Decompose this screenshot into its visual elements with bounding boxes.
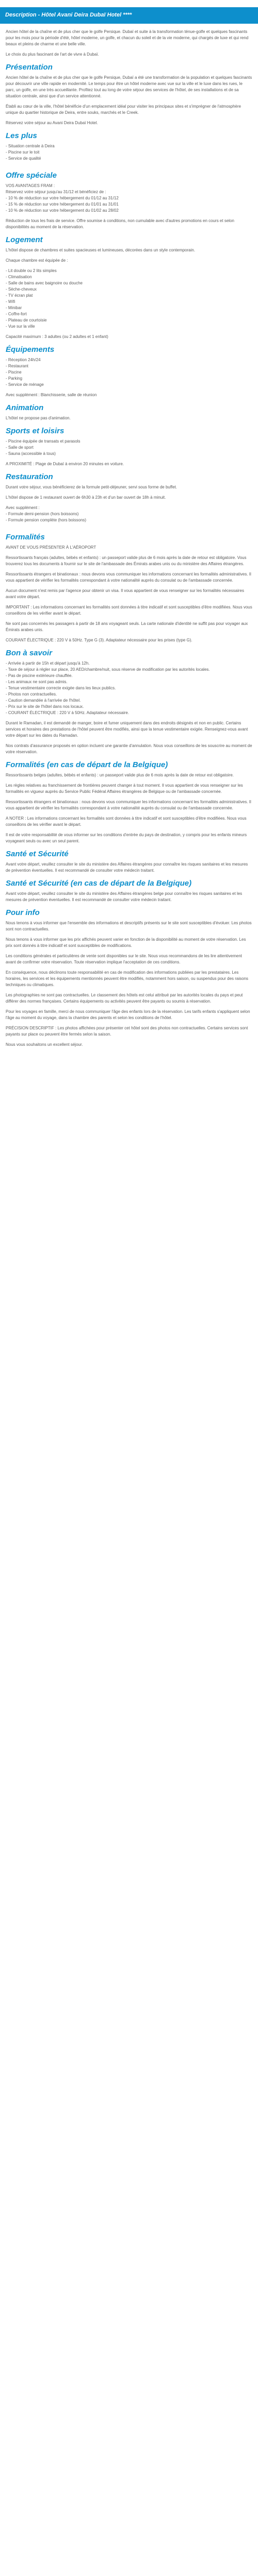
list-item: - Formule demi-pension (hors boissons) xyxy=(6,511,79,516)
section-paragraph: Les règles relatives au franchissement de frontières peuvent changer à tout moment. Il vous appartient de vous renseigner sur les formalités en vigueur auprès du Service Public Fédéral Affaires étrangères de Belgique ou de l'ambassade concernée. xyxy=(6,783,243,794)
section-title: Logement xyxy=(6,235,43,244)
section-list xyxy=(6,438,252,457)
section-paragraph: Ancien hôtel de la chaîne et de plus cher que le golfe Persique, Dubaï a été une transformation de la population et quelques fascinants pour découvrir une ville rapide en modernité. Le temps pour être un hôtel moderne avec vue sur la ville et le luxe dans les rues, le parc, un golfe, en une très accueillante. Profitez tout au long de votre séjour des services de l'hôtel, de ses installations et de sa situation centrale, ainsi que d'un service attentionné. xyxy=(6,75,252,98)
list-item: - Plateau de courtoisie xyxy=(6,317,47,323)
section-paragraph: IMPORTANT : Les informations concernant les formalités sont données à titre indicatif et sont susceptibles d'être modifiées. Nous vous conseillons de les vérifier avant le départ. xyxy=(6,604,252,616)
section-title: Pour info xyxy=(6,908,40,917)
section xyxy=(6,131,252,166)
section xyxy=(6,427,252,467)
list-item: - Wifi xyxy=(6,299,15,304)
section-paragraph: Ressortissants étrangers et binationaux : nous devons vous communiquer les informations concernant les formalités administratives. Il vous appartient de vérifier les formalités correspondant à votre nationalité auprès du consulat ou de l'ambassade concernée. xyxy=(6,571,251,583)
list-item: - Climatisation xyxy=(6,274,32,279)
section-title: Offre spéciale xyxy=(6,171,57,180)
section xyxy=(6,63,252,126)
list-item: - Parking xyxy=(6,376,23,381)
section-paragraph: AVANT DE VOUS PRÉSENTER À L'AÉROPORT xyxy=(6,545,96,550)
section-paragraph: Réservez votre séjour au Avani Deira Dubaï Hotel. xyxy=(6,120,98,125)
section-paragraph: Avant votre départ, veuillez consulter le site du ministère des Affaires étrangères belge pour connaître les risques sanitaires et les mesures de prévention éventuelles. Il est recommandé de consulter votre médecin traitant. xyxy=(6,891,243,902)
section-paragraph: Nos contrats d'assurance proposés en option incluent une garantie d'annulation. Nous vous conseillons de les souscrire au moment de votre réservation. xyxy=(6,743,252,754)
section-paragraph: Nous tenons à vous informer que les prix affichés peuvent varier en fonction de la disponibilité au moment de votre réservation. Les prix sont donnés à titre indicatif et sont susceptibles de modifications. xyxy=(6,937,246,948)
section-paragraph: Il est de votre responsabilité de vous informer sur les conditions d'entrée du pays de destination, y compris pour les enfants mineurs voyageant seuls ou avec un seul parent. xyxy=(6,832,247,843)
section-paragraph: Chaque chambre est équipée de : xyxy=(6,258,68,263)
list-item: - Piscine xyxy=(6,369,22,375)
section-paragraph: PRÉCISION DESCRIPTIF : Les photos affichées pour présenter cet hôtel sont des photos non contractuelles. Certains services sont payants sur place ou peuvent être fermés selon la saison. xyxy=(6,1025,248,1037)
section xyxy=(6,171,252,230)
list-item: - Photos non contractuelles. xyxy=(6,691,57,697)
section-list xyxy=(6,505,252,523)
section-paragraph: L'hôtel dispose de chambres et suites spacieuses et lumineuses, décorées dans un style contemporain. xyxy=(6,247,196,252)
section xyxy=(6,649,252,755)
section-list xyxy=(6,268,252,330)
section-paragraph: Ressortissants belges (adultes, bébés et enfants) : un passeport valide plus de 6 mois après la date de retour est obligatoire. xyxy=(6,772,234,777)
section-paragraph: Les conditions générales et particulières de vente sont disponibles sur le site. Nous vous recommandons de les lire attentivement avant de confirmer votre réservation. Toute réservation implique l'acceptation de ces conditions. xyxy=(6,953,243,964)
list-item: Avec supplément : xyxy=(6,505,40,510)
section-title: Formalités xyxy=(6,532,45,541)
section-footer: Capacité maximum : 3 adultes (ou 2 adultes et 1 enfant) xyxy=(6,334,108,339)
section-paragraph: Les photographies ne sont pas contractuelles. Le classement des hôtels est celui attribué par les autorités locales du pays et peut différer des normes françaises. Certains équipements ou activités peuvent être payants ou soumis à réservation. xyxy=(6,992,243,1004)
section xyxy=(6,345,252,398)
page xyxy=(0,0,258,1052)
section-paragraph: Nous tenons à vous informer que l'ensemble des informations et descriptifs présents sur le site sont susceptibles d'évoluer. Les photos sont non contractuelles. xyxy=(6,920,252,931)
hotel-banner: Description - Hôtel Avani Deira Dubaï Hotel **** xyxy=(0,7,258,24)
description-content xyxy=(0,29,258,1048)
section-title: Santé et Sécurité xyxy=(6,849,69,858)
list-item: - Sèche-cheveux xyxy=(6,286,37,292)
section xyxy=(6,533,252,643)
section-paragraph: A NOTER : Les informations concernant les formalités sont données à titre indicatif et sont susceptibles d'être modifiées. Nous vous conseillons de les vérifier avant le départ. xyxy=(6,816,247,827)
list-item: - Piscine sur le toit xyxy=(6,149,40,155)
section-list xyxy=(6,660,252,716)
list-item: - 10 % de réduction sur votre hébergement du 01/12 au 31/12 xyxy=(6,195,119,200)
list-item: - Taxe de séjour à régler sur place, 20 AED/chambre/nuit, sous réserve de modification par les autorités locales. xyxy=(6,667,210,672)
list-item: VOS AVANTAGES FRAM : xyxy=(6,183,55,188)
list-item: - Piscine équipée de transats et parasols xyxy=(6,438,80,444)
list-item: - Prix sur le site de l'hôtel dans nos locaux. xyxy=(6,704,84,709)
section-list xyxy=(6,357,252,388)
section-paragraph: En conséquence, nous déclinons toute responsabilité en cas de modification des informations publiées par les prestataires. Les horaires, les services et les équipements mentionnés peuvent être modifiés, notamment hors saison, ou suspendus pour des raisons techniques ou climatiques. xyxy=(6,970,249,987)
section xyxy=(6,879,252,903)
section xyxy=(6,850,252,874)
list-item: - Pas de piscine extérieure chauffée. xyxy=(6,673,73,678)
section-paragraph: Ressortissants français (adultes, bébés et enfants) : un passeport valide plus de 6 mois après la date de retour est obligatoire. Vous trouverez tous les documents à fournir sur le site de l'ambassade des Émirats arabes unis ou du ministère des Affaires étrangères. xyxy=(6,555,247,566)
section-paragraph: Avant votre départ, veuillez consulter le site du ministère des Affaires étrangères pour connaître les risques sanitaires et les mesures de prévention éventuelles. Il est recommandé de consulter votre médecin traitant. xyxy=(6,861,248,873)
section-footer: Nous vous souhaitons un excellent séjour. xyxy=(6,1042,83,1047)
list-item: - Salle de sport xyxy=(6,445,34,450)
section-paragraph: L'hôtel dispose de 1 restaurant ouvert de 6h30 à 23h et d'un bar ouvert de 18h à minuit. xyxy=(6,495,166,500)
list-item: Réservez votre séjour jusqu'au 31/12 et bénéficiez de : xyxy=(6,189,106,194)
section-paragraph: Réduction de tous les frais de service. Offre soumise à conditions, non cumulable avec d'autres promotions en cours et selon disponibilités au moment de la réservation. xyxy=(6,218,234,229)
section-paragraph: Ne sont pas concernés les passagers à partir de 18 ans voyageant seuls. La carte nationale d'identité ne suffit pas pour voyager aux Émirats arabes unis. xyxy=(6,621,248,632)
section-paragraph: Aucun document n'est remis par l'agence pour obtenir un visa. Il vous appartient de vous renseigner sur les formalités nécessaires avant votre départ. xyxy=(6,588,244,599)
section xyxy=(6,760,252,844)
section-paragraph: Ressortissants étrangers et binationaux : nous devons vous communiquer les informations concernant les formalités administratives. Il vous appartient de vérifier les formalités correspondant à votre nationalité auprès du consulat ou de l'ambassade concernée. xyxy=(6,799,251,810)
section-title: Animation xyxy=(6,403,44,412)
list-item: - Salle de bains avec baignoire ou douche xyxy=(6,280,83,285)
section-title: Formalités (en cas de départ de la Belgique) xyxy=(6,760,168,769)
list-item: - Formule pension complète (hors boissons) xyxy=(6,517,87,522)
section-title: Présentation xyxy=(6,62,53,72)
list-item: - Sauna (accessible à tous) xyxy=(6,451,56,456)
section xyxy=(6,403,252,421)
list-item: - COURANT ÉLECTRIQUE : 220 V à 50Hz. Adaptateur nécessaire. xyxy=(6,710,130,715)
list-item: - TV écran plat xyxy=(6,293,33,298)
list-item: - 15 % de réduction sur votre hébergement du 01/01 au 31/01 xyxy=(6,201,119,207)
section-paragraph: COURANT ÉLECTRIQUE : 220 V à 50Hz. Type G (3). Adaptateur nécessaire pour les prises (type G). xyxy=(6,637,192,642)
list-item: - Vue sur la ville xyxy=(6,324,35,329)
list-item: - Service de ménage xyxy=(6,382,44,387)
list-item: - Arrivée à partir de 15h et départ jusqu'à 12h. xyxy=(6,660,90,666)
list-item: - Tenue vestimentaire correcte exigée dans les lieux publics. xyxy=(6,685,116,690)
list-item: - Coffre-fort xyxy=(6,311,27,316)
section-paragraph: Pour les voyages en famille, merci de nous communiquer l'âge des enfants lors de la réservation. Les tarifs enfants s'appliquent selon l'âge au moment du voyage, dans la chambre des parents et selon les conditions de l'hôtel. xyxy=(6,1009,250,1020)
section-list xyxy=(6,183,252,214)
section-paragraph: Durant votre séjour, vous bénéficierez de la formule petit-déjeuner, servi sous forme de buffet. xyxy=(6,484,178,489)
list-item: - Situation centrale à Deira xyxy=(6,143,55,148)
section xyxy=(6,235,252,340)
section-paragraph: Établi au cœur de la ville, l'hôtel bénéficie d'un emplacement idéal pour visiter les principaux sites et s'imprégner de l'atmosphère unique du quartier historique de Deira, entre souks, marchés et le Creek. xyxy=(6,104,241,115)
list-item: - Restaurant xyxy=(6,363,29,368)
list-item: - 10 % de réduction sur votre hébergement du 01/02 au 28/02 xyxy=(6,208,119,213)
section xyxy=(6,472,252,528)
section-footer: A PROXIMITÉ : Plage de Dubaï à environ 20 minutes en voiture. xyxy=(6,461,124,466)
section-paragraph: Le choix du plus fascinant de l'art de vivre à Dubaï. xyxy=(6,52,99,57)
list-item: - Minibar xyxy=(6,305,22,310)
section-title: Équipements xyxy=(6,345,55,354)
section-footer: Avec supplément : Blanchisserie, salle de réunion xyxy=(6,392,97,397)
section-title: Restauration xyxy=(6,472,53,481)
section-paragraph: Ancien hôtel de la chaîne et de plus cher que le golfe Persique. Dubaï et suite à la transformation ténue-golfe et quelques fascinants pour les mois pour la période d'été, hôtel moderne, un golfe, et chacun du soleil et de la vie moderne, qui chargés de luxe et qui rend beaux et pleins de charme et une belle ville. xyxy=(6,29,249,46)
section xyxy=(6,29,252,58)
list-item: - Lit double ou 2 lits simples xyxy=(6,268,57,273)
list-item: - Caution demandée à l'arrivée de l'hôtel. xyxy=(6,698,81,703)
section-title: Santé et Sécurité (en cas de départ de la Belgique) xyxy=(6,878,192,888)
section-list xyxy=(6,143,252,162)
section xyxy=(6,908,252,1048)
section-title: Les plus xyxy=(6,131,37,140)
section-paragraph: L'hôtel ne propose pas d'animation. xyxy=(6,415,71,420)
list-item: - Service de qualité xyxy=(6,156,41,161)
section-title: Sports et loisirs xyxy=(6,426,64,435)
section-paragraph: Durant le Ramadan, il est demandé de manger, boire et fumer uniquement dans des endroits désignés et non en public. Certains services et horaires des prestations de l'hôtel peuvent être modifiés, ainsi que la tenue vestimentaire exigée. Renseignez-vous avant votre départ sur les dates du Ramadan. xyxy=(6,720,248,738)
list-item: - Réception 24h/24 xyxy=(6,357,41,362)
list-item: - Les animaux ne sont pas admis. xyxy=(6,679,68,684)
section-title: Bon à savoir xyxy=(6,648,53,657)
